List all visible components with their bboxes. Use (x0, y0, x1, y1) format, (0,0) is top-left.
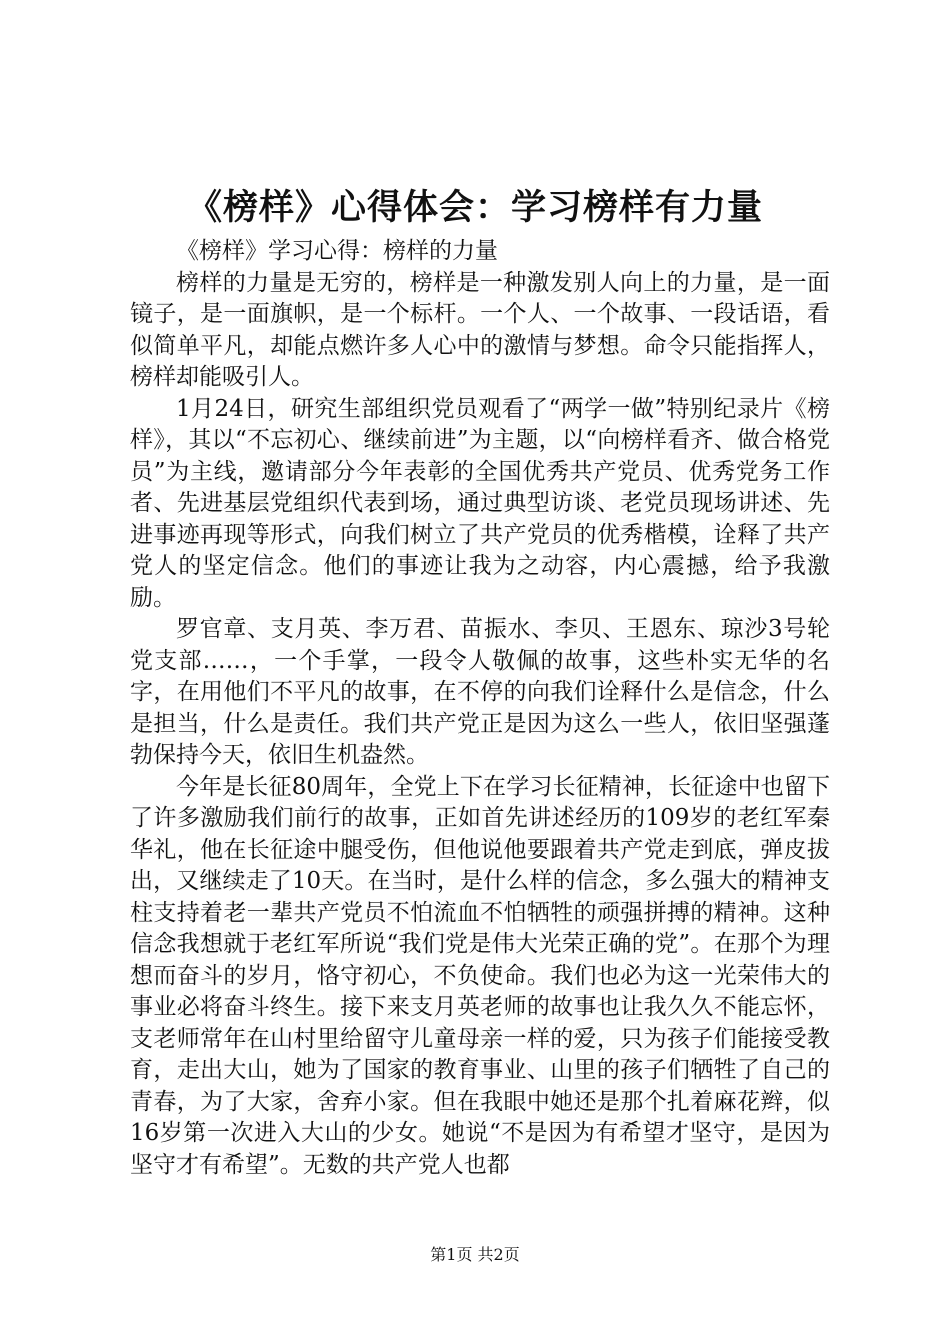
paragraph: 今年是长征80周年，全党上下在学习长征精神，长征途中也留下了许多激励我们前行的故事，正如首先讲述经历的109岁的老红军秦华礼，他在长征途中腿受伤，但他说他要跟着共产党走到底，弹皮拔出，又继续走了10天。在当时，是什么样的信念，多么强大的精神支柱支持着老一辈共产党员不怕流血不怕牺牲的顽强拼搏的精神。这种信念我想就于老红军所说“我们党是伟大光荣正确的党”。在那个为理想而奋斗的岁月，恪守初心，不负使命。我们也必为这一光荣伟大的事业必将奋斗终生。接下来支月英老师的故事也让我久久不能忘怀，支老师常年在山村里给留守儿童母亲一样的爱，只为孩子们能接受教育，走出大山，她为了国家的教育事业、山里的孩子们牺牲了自己的青春，为了大家，舍弃小家。但在我眼中她还是那个扎着麻花辫，似16岁第一次进入大山的少女。她说“不是因为有希望才坚守，是因为坚守才有希望”。无数的共产党人也都 (130, 773, 830, 1178)
paragraph-subtitle: 《榜样》学习心得：榜样的力量 (176, 238, 498, 264)
document-body (130, 236, 830, 1181)
paragraph: 1月24日，研究生部组织党员观看了“两学一做”特别纪录片《榜样》，其以“不忘初心、继续前进”为主题，以“向榜样看齐、做合格党员”为主线，邀请部分今年表彰的全国优秀共产党员、优秀党务工作者、先进基层党组织代表到场，通过典型访谈、老党员现场讲述、先进事迹再现等形式，向我们树立了共产党员的优秀楷模，诠释了共产党人的坚定信念。他们的事迹让我为之动容，内心震撼，给予我激励。 (130, 395, 830, 611)
page-number-footer: 第1页 共2页 (430, 1245, 520, 1264)
paragraph: 榜样的力量是无穷的，榜样是一种激发别人向上的力量，是一面镜子，是一面旗帜，是一个标杆。一个人、一个故事、一段话语，看似简单平凡，却能点燃许多人心中的激情与梦想。命令只能指挥人，榜样却能吸引人。 (130, 269, 830, 390)
paragraph: 罗官章、支月英、李万君、苗振水、李贝、王恩东、琼沙3号轮党支部……，一个手掌，一段令人敬佩的故事，这些朴实无华的名字，在用他们不平凡的故事，在不停的向我们诠释什么是信念，什么是担当，什么是责任。我们共产党正是因为这么一些人，依旧坚强蓬勃保持今天，依旧生机盎然。 (130, 616, 830, 768)
document-title: 《榜样》心得体会：学习榜样有力量 (186, 188, 763, 228)
